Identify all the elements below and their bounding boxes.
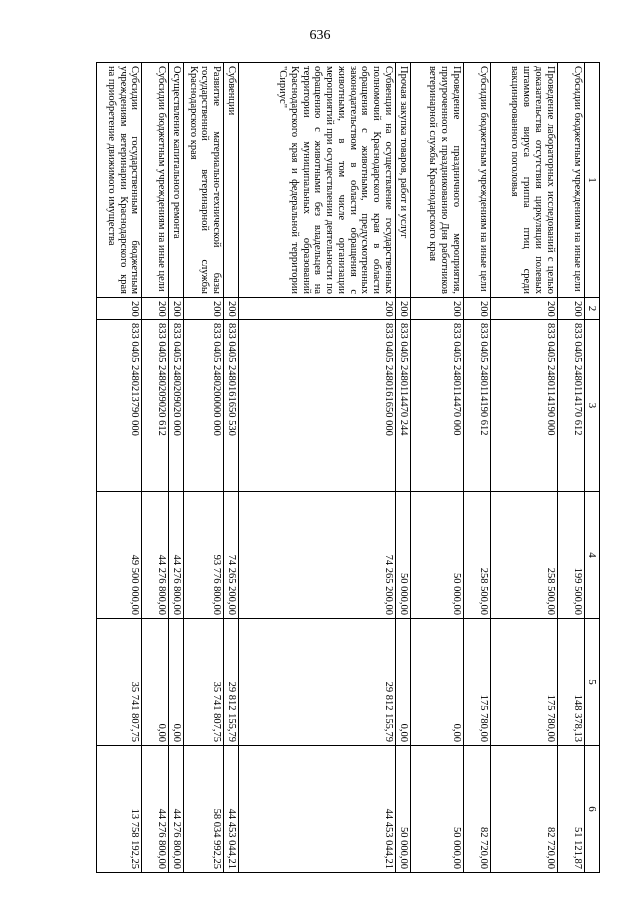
row-approved-amount: 74 265 200,00 [224, 492, 239, 619]
row-code-2: 200 [410, 298, 463, 320]
row-budget-code: 833 0405 2480213790 000 [97, 320, 142, 492]
column-header-1: 1 [584, 63, 599, 298]
row-description: Субсидии бюджетным учреждениям на иные цели [557, 63, 584, 298]
budget-table [96, 62, 600, 873]
row-code-2: 200 [395, 298, 410, 320]
column-header-5: 5 [584, 619, 599, 746]
row-remaining-amount: 51 121,87 [557, 746, 584, 873]
row-description: Субсидии бюджетным учреждениям на иные цели [142, 63, 169, 298]
header-row [584, 63, 599, 873]
row-budget-code: 833 0405 2480209020 000 [169, 320, 184, 492]
row-budget-code: 833 0405 2480114190 612 [463, 320, 490, 492]
row-description: Субсидии бюджетным учреждениям на иные цели [463, 63, 490, 298]
row-code-2: 200 [97, 298, 142, 320]
table-body [97, 63, 584, 873]
row-code-2: 200 [463, 298, 490, 320]
row-remaining-amount: 82 720,00 [463, 746, 490, 873]
row-executed-amount: 148 378,13 [557, 619, 584, 746]
row-code-2: 200 [490, 298, 557, 320]
row-executed-amount: 0,00 [142, 619, 169, 746]
row-executed-amount: 35 741 807,75 [184, 619, 224, 746]
row-remaining-amount: 44 276 800,00 [169, 746, 184, 873]
table-row [224, 63, 239, 873]
table-row [557, 63, 584, 873]
row-approved-amount: 258 500,00 [463, 492, 490, 619]
row-description: Субвенции [224, 63, 239, 298]
row-description: Проведение праздничного мероприятия, приуроченного к праздникованию Дня работников ветеринарной службы Краснодарского края [410, 63, 463, 298]
row-description: Проведение лабораторных исследований с целью доказательства отсутствия циркуляции полевых штаммов вируса гриппа птиц среди вакцинированного поголовья [490, 63, 557, 298]
row-budget-code: 833 0405 2480200000 000 [184, 320, 224, 492]
row-description: Развитие материально-технической базы государственной ветеринарной службы Краснодарского края [184, 63, 224, 298]
page-number: 636 [309, 28, 331, 43]
row-executed-amount: 0,00 [169, 619, 184, 746]
row-description: Субсидии государственным бюджетным учреждениям ветеринарии Краснодарского края на приобретение движимого имущества [97, 63, 142, 298]
row-code-2: 200 [224, 298, 239, 320]
row-code-2: 200 [169, 298, 184, 320]
row-approved-amount: 44 276 800,00 [169, 492, 184, 619]
row-remaining-amount: 44 276 800,00 [142, 746, 169, 873]
row-description: Субвенции на осуществление государственных полномочий Краснодарского края в области обращения с животными, предусмотренных законодательством в области обращения с животными, в том числе организации мероприятий при осуществлении деятельности по обращению с животными без владельцев на территории муниципальных образований Краснодарского края и федеральной территории "Сириус" [238, 63, 395, 298]
row-description: Прочая закупка товаров, работ и услуг [395, 63, 410, 298]
row-remaining-amount: 44 453 044,21 [224, 746, 239, 873]
row-approved-amount: 93 776 800,00 [184, 492, 224, 619]
row-remaining-amount: 58 034 992,25 [184, 746, 224, 873]
row-executed-amount: 175 780,00 [490, 619, 557, 746]
table-row [97, 63, 142, 873]
table-row [395, 63, 410, 873]
row-budget-code: 833 0405 2480161650 000 [238, 320, 395, 492]
row-approved-amount: 74 265 200,00 [238, 492, 395, 619]
row-remaining-amount: 50 000,00 [395, 746, 410, 873]
table-row [410, 63, 463, 873]
column-header-2: 2 [584, 298, 599, 320]
row-code-2: 200 [142, 298, 169, 320]
row-approved-amount: 49 500 000,00 [97, 492, 142, 619]
row-budget-code: 833 0405 2480209020 612 [142, 320, 169, 492]
row-executed-amount: 175 780,00 [463, 619, 490, 746]
row-remaining-amount: 13 758 192,25 [97, 746, 142, 873]
row-executed-amount: 29 812 155,79 [238, 619, 395, 746]
column-header-4: 4 [584, 492, 599, 619]
row-code-2: 200 [557, 298, 584, 320]
row-budget-code: 833 0405 2480114470 000 [410, 320, 463, 492]
row-code-2: 200 [184, 298, 224, 320]
row-budget-code: 833 0405 2480161650 530 [224, 320, 239, 492]
rotated-table-container [105, 62, 600, 872]
row-remaining-amount: 50 000,00 [410, 746, 463, 873]
column-header-6: 6 [584, 746, 599, 873]
row-budget-code: 833 0405 2480114190 000 [490, 320, 557, 492]
row-approved-amount: 44 276 800,00 [142, 492, 169, 619]
row-budget-code: 833 0405 2480114170 612 [557, 320, 584, 492]
table-row [463, 63, 490, 873]
table-row [169, 63, 184, 873]
row-description: Осуществление капитального ремонта [169, 63, 184, 298]
row-remaining-amount: 82 720,00 [490, 746, 557, 873]
row-approved-amount: 199 500,00 [557, 492, 584, 619]
row-approved-amount: 50 000,00 [395, 492, 410, 619]
row-approved-amount: 50 000,00 [410, 492, 463, 619]
column-header-3: 3 [584, 320, 599, 492]
row-executed-amount: 35 741 807,75 [97, 619, 142, 746]
table-row [238, 63, 395, 873]
row-executed-amount: 0,00 [410, 619, 463, 746]
table-row [490, 63, 557, 873]
row-remaining-amount: 44 453 044,21 [238, 746, 395, 873]
row-code-2: 200 [238, 298, 395, 320]
row-approved-amount: 258 500,00 [490, 492, 557, 619]
row-executed-amount: 0,00 [395, 619, 410, 746]
table-row [142, 63, 169, 873]
row-executed-amount: 29 812 155,79 [224, 619, 239, 746]
row-budget-code: 833 0405 2480114470 244 [395, 320, 410, 492]
table-row [184, 63, 224, 873]
